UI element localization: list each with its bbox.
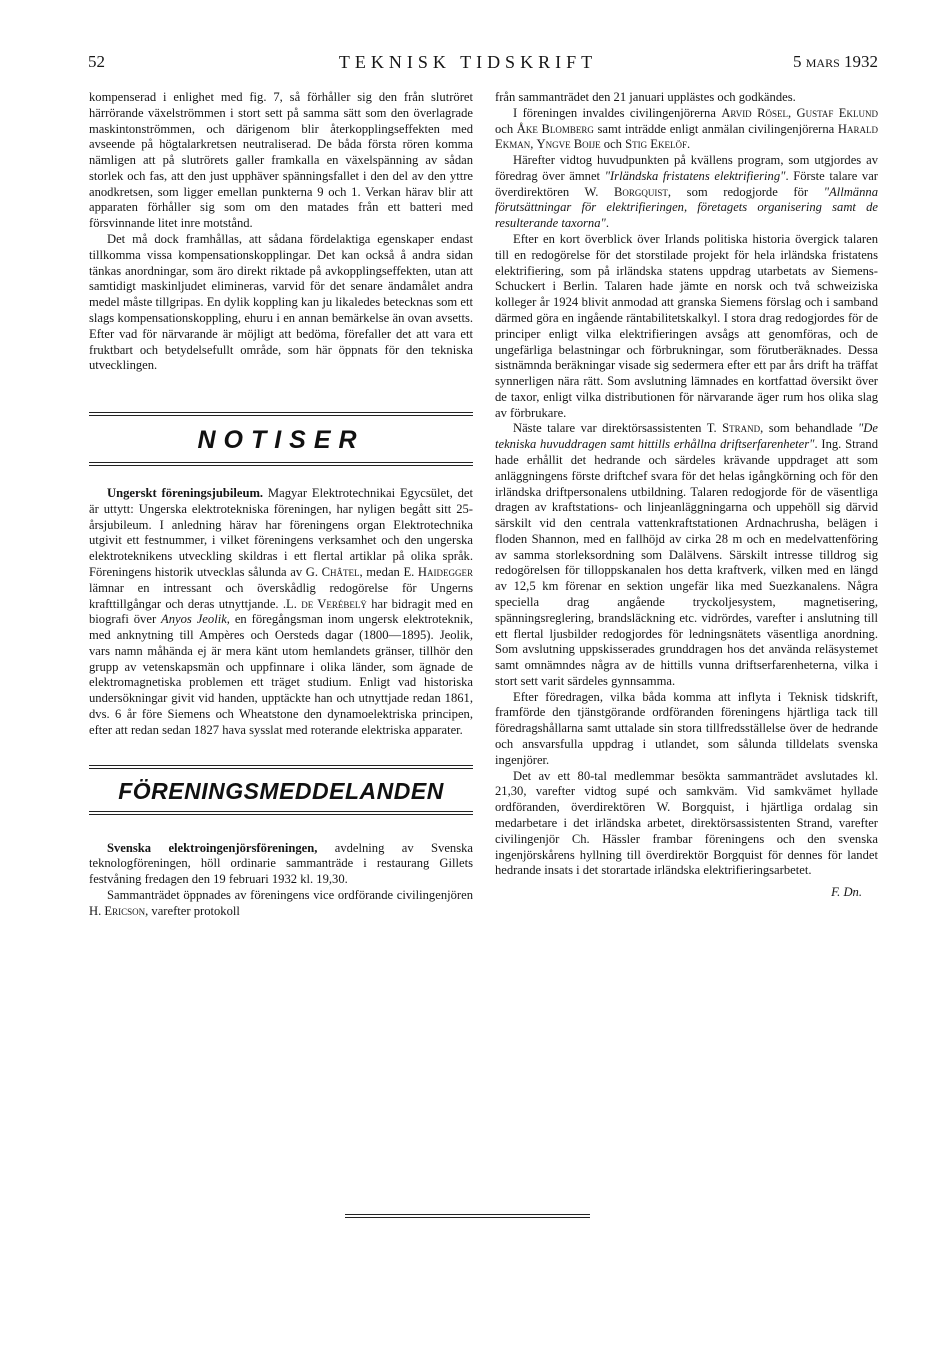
report-text: , som redogjorde för	[667, 184, 824, 199]
society-text: , varefter protokoll	[145, 903, 240, 918]
footer-rule	[345, 1214, 590, 1218]
society-report-paragraph	[89, 841, 473, 888]
left-column	[89, 90, 473, 919]
section-rule	[89, 412, 473, 416]
report-text: Härefter vidtog huvudpunkten på kvällens program, som utgjordes av föredrag över ämnet	[495, 153, 878, 183]
person-name: Ericson	[104, 903, 146, 918]
person-name: Yngve Boije	[536, 137, 601, 152]
journal-title: TEKNISK TIDSKRIFT	[338, 52, 598, 72]
report-text: ,	[530, 137, 537, 152]
report-text: I föreningen invaldes civilingenjörerna	[513, 105, 722, 120]
society-text: Sammanträdet öppnades av föreningens vice ordförande civilingenjören H.	[89, 887, 473, 918]
person-name-italic: Anyos Jeolik	[161, 612, 227, 627]
person-name: Arvid Rösel	[721, 105, 788, 120]
notice-paragraph	[89, 486, 473, 739]
right-column	[495, 90, 878, 901]
person-name: de Verébelÿ	[301, 596, 367, 611]
signature: F. Dn.	[831, 885, 862, 900]
article-continuation-paragraph: kompenserad i enlighet med fig. 7, så förhåller sig den från slutröret härrörande växelströmmen i stort sett på samma sätt som den överlagrade maskintonströmmen, och därigenom blir återkopplingseffekten med avseende på högtalarkretsen neutraliserad. De båda första rören komma nämligen att på slutrörets galler framkalla en växelspänning av sådan storlek och fas, att den just upphäver spänningsfallet i den del av den yttre anodkretsen, som ligger emellan punkterna 9 och 1. Verkan härav blir att apparaten förhåller sig som om den matades från ett batteri med försvinnande litet inre motstånd.	[89, 90, 473, 231]
person-name: Gustaf Eklund	[796, 105, 878, 120]
foreningsmeddelanden-section-title: FÖRENINGSMEDDELANDEN	[118, 777, 444, 804]
page-number: 52	[88, 52, 105, 71]
person-name: Åke Blomberg	[516, 121, 594, 136]
notice-text: Magyar Elektrotechnikai Egycsület, det är uttytt: Ungerska elektrotekniska föreningen, har nyligen begått sitt 25-årsjubileum. I anledning härav har föreningens organ Elektrotechnika utgivit ett festnummer, i vilket föreningens verksamhet och den ungerska elektroteknikens utveckling skildras i ett flertal artiklar på olika språk. Föreningens historik utvecklas sålunda av G.	[89, 486, 473, 579]
person-name: Borgquist	[614, 184, 668, 199]
report-paragraph: Efter en kort överblick över Irlands politiska historia övergick talaren till en redogörelse för det storstilade projekt för hela irländska fristatens elektrifiering, som på irländska statens uppdrag utarbetats av Siemens-Schuckert i Berlin. Talaren hade jämte en norsk och två schweiziska kolleger år 1924 blivit anmodad att granska Siemens förslag och i samband därmed göra en ingående räntabilitetskalkyl. I stora drag redogjordes för de principer enligt vilka elektrifieringen avsågs att genomföras, och de ungefärliga belastningar och förbrukningar, som förutberäknades. Dessa sistnämnda beräkningar visade sig sedermera efter ett par års drift ha träffat synnerligen nära rätt. Som avslutning lämnades en kortfattad översikt över de taxor, enligt vilka distributionen för närvarande äger rum hos olika slag av förbrukare.	[495, 232, 878, 420]
lecture-title: "De tekniska huvuddragen samt hittills erhållna driftserfarenheter"	[495, 421, 878, 452]
report-paragraph: Det av ett 80-tal medlemmar besökta sammanträdet avslutades kl. 21,30, varefter vidtog supé och samkväm. Vid samkvämet hyllade ordföranden, överdirektören W. Borgquist, i hjärtliga ordalag sin medarbetare i det irländska arbetet, direktörsassistenten Strand, varefter civilingenjör Ch. Hässler frambar föreningens och den svenska ingenjörskårens hyllning till överdirektör Borgquist för dennes för landet hedrande insats i det storartade irländska elektrifieringsarbetet.	[495, 768, 878, 878]
report-text: ,	[787, 105, 797, 120]
person-name: Strand	[722, 421, 761, 436]
society-text: avdelning av Svenska teknologföreningen, höll ordinarie sammanträde i restaurang Gillets festvåning fredagen den 19 februari 1932 kl. 19,30.	[89, 840, 473, 887]
report-paragraph	[495, 421, 878, 689]
report-paragraph: Efter föredragen, vilka båda komma att inflyta i Teknisk tidskrift, framförde den tjänstgörande ordföranden föreningens hjärtliga tack till föredragshållarna samt uttalade sin stora tillfredsställelse över de hedrande och ansvarsfulla uppdrag i utlandet, som sålunda tilldelats svenska ingenjörer.	[495, 689, 878, 767]
society-heading: Svenska elektroingenjörsföreningen,	[107, 840, 318, 855]
date-year: 1932	[844, 52, 878, 71]
date-day: 5	[792, 52, 802, 71]
report-paragraph: från sammanträdet den 21 januari upplästes och godkändes.	[495, 90, 796, 104]
notice-text: , en föregångsman inom ungersk elektroteknik, med anknytning till Ampères och Oersteds dagar (1800—1895). Jeolik, vars namn måhända ej är mera känt utom hemlandets gränser, tillhör den grupp av vetenskapsmän och uppfinnare i olika länder, som ägnade de elektromagnetiska problemen ett träget studium. Enligt vad historiska undersökningar givit vid handen, upptäckte han och utnyttjade redan 1861, dvs. 6 år före Siemens och Wheatstone den dynamoelektriska principen, efter att redan sedan 1827 hava sysslat med roterande elektriska apparater.	[89, 612, 474, 737]
person-name: Châtel	[321, 564, 360, 579]
article-continuation-paragraph: Det må dock framhållas, att sådana fördelaktiga egenskaper endast tillkomma vissa kompensationskopplingar. Det kan också å andra sidan tänkas anordningar, som äro direkt riktade på avkopplingseffekten, utan att samtidigt maskinljudet elimineras, varvid för det senare ändamålet andra medel måste tillgripas. En dylik koppling kan ju likaledes betecknas som ett slags kompensationskoppling, ehuru i en annan bemärkelse än ovan avsetts. Efter vad för närvarande är möjligt att bedöma, förefaller det att vara ett fruktbart och betydelsefullt område, som här öppnats för den tekniska utvecklingen.	[89, 232, 473, 373]
lecture-title: "Irländska fristatens elektrifiering"	[604, 168, 786, 183]
notice-heading: Ungerskt föreningsjubileum.	[107, 486, 264, 501]
lecture-title: "Allmänna förutsättningar för elektrifieringen, företagets organisering samt de resulterande taxorna"	[495, 184, 878, 231]
person-name: Harald Ekman	[495, 121, 878, 152]
report-paragraph	[495, 153, 878, 232]
report-text: och	[600, 137, 626, 152]
report-text: . Förste talare var överdirektören W.	[495, 168, 878, 199]
report-text: .	[605, 216, 609, 231]
person-name: Haidegger	[417, 564, 473, 579]
report-text: samt inträdde enligt anmälan civilingenjörerna	[593, 121, 838, 136]
notiser-section-title: NOTISER	[197, 426, 365, 455]
report-text: , som behandlade	[760, 421, 859, 436]
section-rule	[89, 765, 473, 769]
person-name: Stig Ekelöf	[625, 137, 687, 152]
report-text: och	[495, 121, 517, 136]
issue-date	[793, 52, 878, 72]
notice-text: , medan E.	[359, 564, 418, 579]
notice-text: lämnar en intressant och överskådlig redogörelse för Ungerns krafttillgångar och deras utnyttjande. .L.	[89, 580, 473, 611]
report-paragraph	[495, 106, 878, 153]
society-report-paragraph	[89, 888, 473, 920]
report-text: Näste talare var direktörsassistenten T.	[513, 421, 723, 436]
report-text: .	[686, 137, 691, 152]
report-text: . Ing. Strand hade erhållit det hedrande och särdeles krävande uppdraget att som anläggningens förste driftchef svara för det helas igångkörning och för den irländska driftpersonalens utbildning. Talaren redogjorde för de väsentliga dragen av kraftstations- och linjeanläggningarna och uppehöll sig därvid särskilt vid den centrala vattenkraftstationen Ardnachrusha, belägen i floden Shannon, med en fallhöjd av cirka 28 m och en medelvattenföring av samma storleksordning som Dalälvens. Särskilt intresse tilldrog sig redogörelsen för tilloppskanalen hos detta kraftverk, vilken med en längd av 12,5 km förenar en sektion ungefär lika med Suezkanalens. Några speciella drag angående tryckoljesystem, magnetisering, spänningsreglering, brandsläckning etc. vidrördes, varefter i anslutning till ett flertal ljusbilder redogjordes för ledningsnätets väsentliga anordning. Som avslutning uppskisserades grunddragen hos det använda reläsystemet samt omnämndes några av de hittills vunna driftserfarenheterna, vilka i stort sett varit särdeles gynnsamma.	[495, 437, 878, 688]
notice-text: har bidragit med en biografi över	[89, 596, 473, 627]
date-month: mars	[805, 52, 840, 71]
